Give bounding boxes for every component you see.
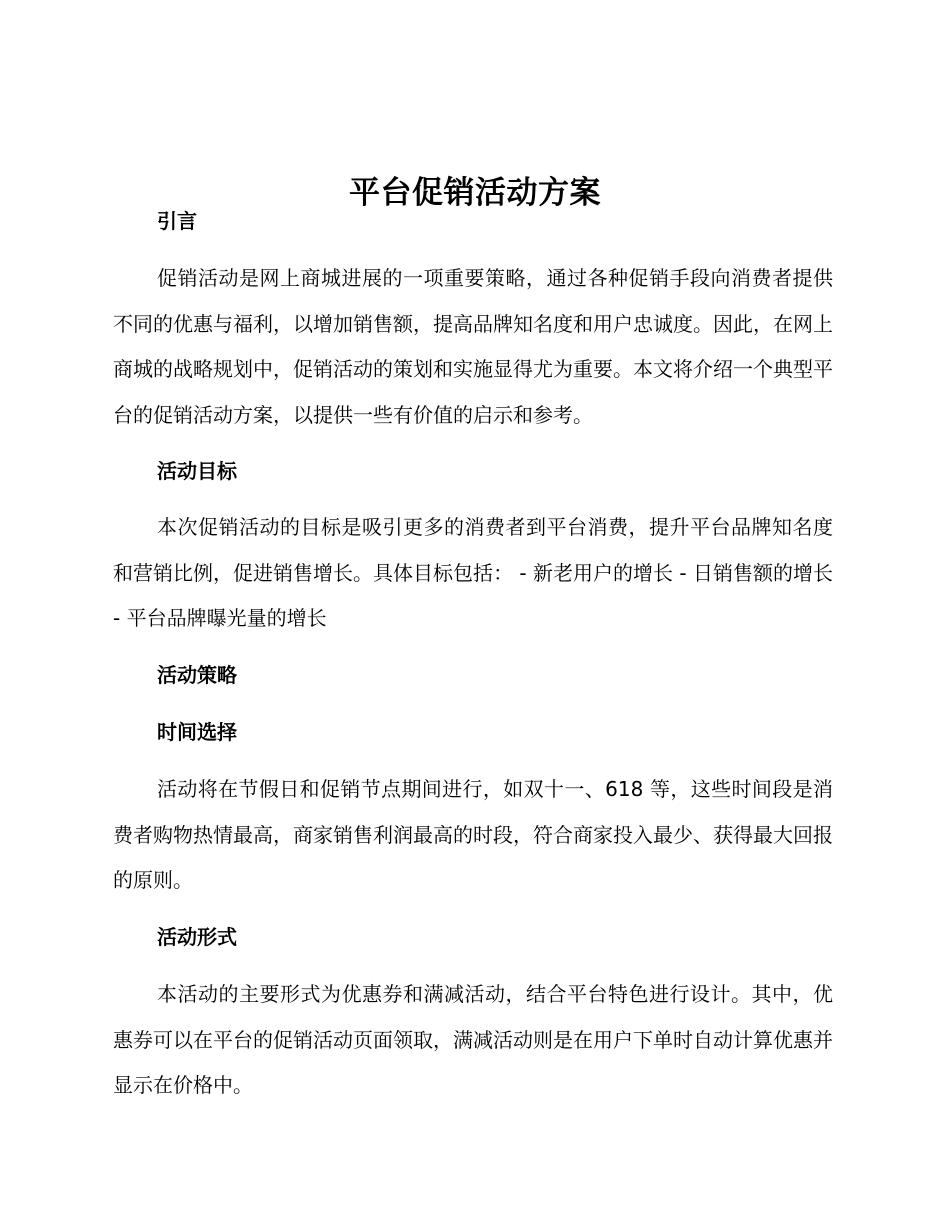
section-body-form: 本活动的主要形式为优惠券和满减活动，结合平台特色进行设计。其中，优惠券可以在平台的促销活动页面领取，满减活动则是在用户下单时自动计算优惠并显示在价格中。 [113,982,833,1097]
section-body-goal: 本次促销活动的目标是吸引更多的消费者到平台消费，提升平台品牌知名度和营销比例，促进销售增长。具体目标包括： - 新老用户的增长 - 日销售额的增长 - 平台品牌曝光量的增长 [113,515,833,630]
section-heading-time: 时间选择 [157,720,237,744]
section-heading-form: 活动形式 [157,925,237,949]
section-body-intro: 促销活动是网上商城进展的一项重要策略，通过各种促销手段向消费者提供不同的优惠与福利，以增加销售额，提高品牌知名度和用户忠诚度。因此，在网上商城的战略规划中，促销活动的策划和实施显得尤为重要。本文将介绍一个典型平台的促销活动方案，以提供一些有价值的启示和参考。 [113,266,833,427]
section-heading-goal: 活动目标 [157,459,237,483]
section-heading-strategy: 活动策略 [157,663,237,687]
section-body-time: 活动将在节假日和促销节点期间进行，如双十一、618 等，这些时间段是消费者购物热情最高，商家销售利润最高的时段，符合商家投入最少、获得最大回报的原则。 [113,777,833,892]
document-title: 平台促销活动方案 [349,174,601,211]
section-heading-intro: 引言 [157,209,197,233]
